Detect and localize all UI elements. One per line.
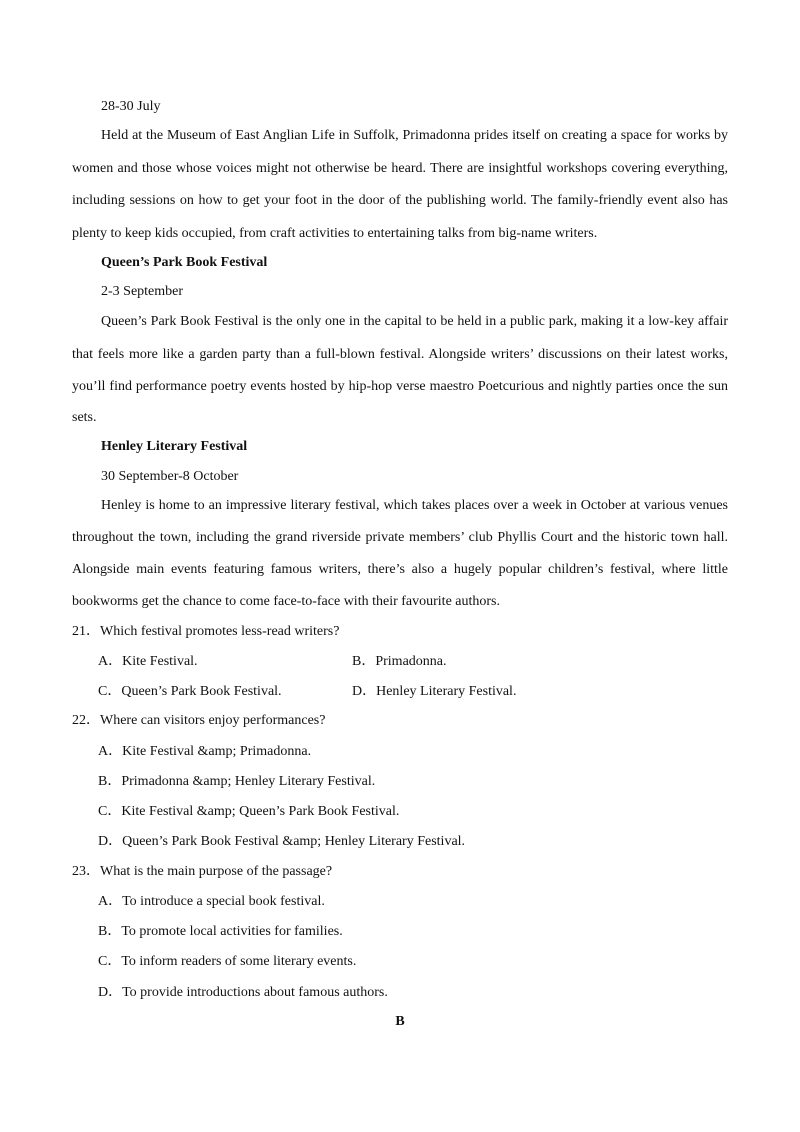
question-22-option-a: A．Kite Festival &amp; Primadonna.: [98, 744, 312, 759]
primadonna-paragraph-line-4: plenty to keep kids occupied, from craft activities to entertaining talks from big-name writers.: [72, 226, 598, 241]
question-21-option-a: A．Kite Festival.: [98, 654, 198, 669]
queens-park-paragraph-line-4: sets.: [72, 410, 97, 425]
henley-paragraph-line-4: bookworms get the chance to come face-to-face with their favourite authors.: [72, 594, 500, 609]
question-22-option-b: B．Primadonna &amp; Henley Literary Festival.: [98, 774, 376, 789]
question-23-option-b: B．To promote local activities for families.: [98, 924, 343, 939]
question-22-option-d: D．Queen’s Park Book Festival &amp; Henley Literary Festival.: [98, 834, 466, 849]
queens-park-heading: Queen’s Park Book Festival: [101, 255, 268, 270]
queens-park-paragraph-line-2: that feels more like a garden party than a full-blown festival. Alongside writers’ discussions on their latest works,: [72, 347, 728, 362]
primadonna-paragraph-line-1: Held at the Museum of East Anglian Life in Suffolk, Primadonna prides itself on creating a space for works by: [101, 128, 728, 143]
queens-park-paragraph-line-1: Queen’s Park Book Festival is the only one in the capital to be held in a public park, making it a low-key affair: [101, 314, 728, 329]
question-22-option-c: C．Kite Festival &amp; Queen’s Park Book Festival.: [98, 804, 400, 819]
question-23-option-c: C．To inform readers of some literary events.: [98, 954, 357, 969]
henley-paragraph-line-2: throughout the town, including the grand riverside private members’ club Phyllis Court and the historic town hall.: [72, 530, 728, 545]
question-22-stem: 22．Where can visitors enjoy performances?: [72, 713, 326, 728]
henley-paragraph-line-3: Alongside main events featuring famous writers, there’s also a hugely popular children’s festival, where little: [72, 562, 728, 577]
primadonna-paragraph-line-3: including sessions on how to get your foot in the door of the publishing world. The family-friendly event also has: [72, 193, 728, 208]
queens-park-paragraph-line-3: you’ll find performance poetry events hosted by hip-hop verse maestro Poetcurious and nightly parties once the sun: [72, 379, 728, 394]
question-23-stem: 23．What is the main purpose of the passage?: [72, 864, 333, 879]
section-b-label: B: [395, 1014, 405, 1029]
question-21-stem: 21．Which festival promotes less-read writers?: [72, 624, 340, 639]
primadonna-paragraph-line-2: women and those whose voices might not otherwise be heard. There are insightful workshops covering everything,: [72, 161, 728, 176]
henley-paragraph-line-1: Henley is home to an impressive literary festival, which takes places over a week in October at various venues: [101, 498, 728, 513]
question-23-option-d: D．To provide introductions about famous authors.: [98, 985, 388, 1000]
question-21-option-b: B．Primadonna.: [352, 654, 447, 669]
question-23-option-a: A．To introduce a special book festival.: [98, 894, 325, 909]
question-21-option-d: D．Henley Literary Festival.: [352, 684, 517, 699]
henley-dates: 30 September-8 October: [101, 469, 239, 484]
queens-park-dates: 2-3 September: [101, 284, 184, 299]
primadonna-dates: 28-30 July: [101, 99, 161, 114]
question-21-option-c: C．Queen’s Park Book Festival.: [98, 684, 282, 699]
henley-heading: Henley Literary Festival: [101, 439, 248, 454]
